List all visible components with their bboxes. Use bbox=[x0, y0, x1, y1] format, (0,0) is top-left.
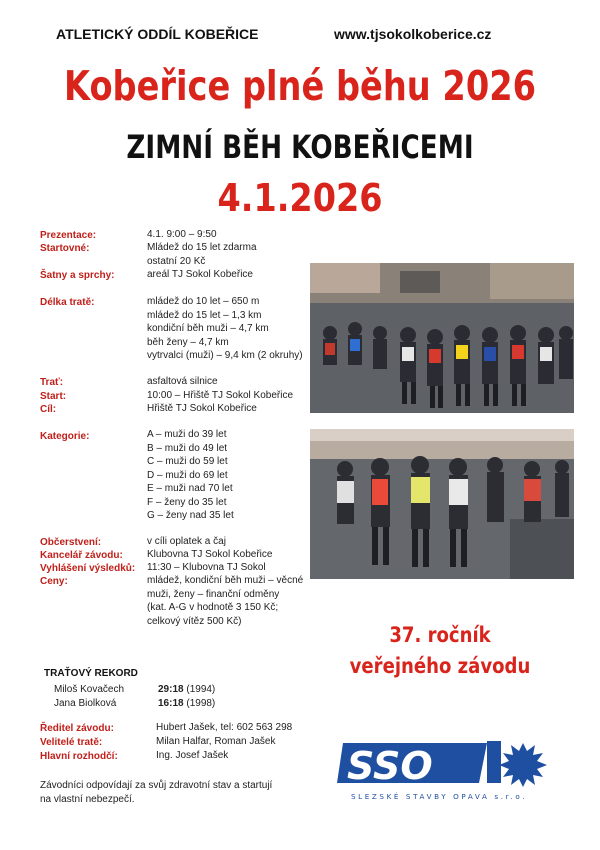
logo-tagline: SLEZSKÉ STAVBY OPAVA s.r.o. bbox=[351, 792, 528, 801]
value-startovne bbox=[147, 241, 257, 268]
category-line: E – muži nad 70 let bbox=[147, 483, 233, 494]
value-rozhodci: Ing. Josef Jašek bbox=[156, 750, 229, 761]
prize-line: mládež, kondiční běh muži – věcné bbox=[147, 575, 304, 586]
value-delka-trate bbox=[147, 295, 303, 363]
race-photo-runners bbox=[310, 429, 574, 579]
label-start: Start: bbox=[40, 391, 67, 402]
category-line: F – ženy do 35 let bbox=[147, 496, 227, 508]
website-url[interactable]: www.tjsokolkoberice.cz bbox=[334, 26, 492, 42]
value-trat: asfaltová silnice bbox=[147, 376, 218, 387]
label-startovne: Startovné: bbox=[40, 243, 90, 254]
category-line: D – muži do 69 let bbox=[147, 469, 228, 481]
value-velitele: Milan Halfar, Roman Jašek bbox=[156, 736, 276, 747]
label-cil: Cíl: bbox=[40, 404, 57, 415]
disclaimer bbox=[40, 779, 272, 807]
value-vyhlaseni: 11:30 – Klubovna TJ Sokol bbox=[147, 562, 266, 573]
sponsor-logo bbox=[337, 733, 553, 807]
race-name: ZIMNÍ BĚH KOBEŘICEMI bbox=[126, 128, 474, 166]
distance-line: kondiční běh muži – 4,7 km bbox=[147, 323, 269, 334]
label-reditel: Ředitel závodu: bbox=[40, 723, 114, 734]
logo-letters: SSO bbox=[347, 744, 433, 788]
prize-line: (kat. A-G v hodnotě 3 150 Kč; bbox=[147, 602, 279, 613]
record-holder-name: Miloš Kovačech bbox=[54, 684, 125, 695]
label-satny: Šatny a sprchy: bbox=[40, 270, 115, 281]
eagle-icon bbox=[499, 743, 547, 787]
startovne-line: Mládež do 15 let zdarma bbox=[147, 242, 257, 253]
startovne-line: ostatní 20 Kč bbox=[147, 255, 206, 267]
edition-badge bbox=[320, 620, 561, 682]
label-kancelar: Kancelář závodu: bbox=[40, 550, 123, 561]
label-prezentace: Prezentace: bbox=[40, 230, 97, 241]
value-reditel: Hubert Jašek, tel: 602 563 298 bbox=[156, 722, 293, 733]
distance-line: běh ženy – 4,7 km bbox=[147, 336, 229, 348]
race-photo-start bbox=[310, 263, 574, 413]
label-vyhlaseni: Vyhlášení výsledků: bbox=[40, 563, 136, 574]
distance-line: mládež do 10 let – 650 m bbox=[147, 296, 260, 307]
category-line: A – muži do 39 let bbox=[147, 429, 227, 440]
value-satny: areál TJ Sokol Kobeřice bbox=[147, 269, 253, 280]
label-delka-trate: Délka tratě: bbox=[40, 297, 95, 308]
value-kancelar: Klubovna TJ Sokol Kobeřice bbox=[147, 549, 273, 560]
distance-line: mládež do 15 let – 1,3 km bbox=[147, 309, 262, 321]
category-line: B – muži do 49 let bbox=[147, 442, 228, 454]
label-rozhodci: Hlavní rozhodčí: bbox=[40, 751, 118, 762]
value-cil: Hřiště TJ Sokol Kobeřice bbox=[147, 403, 257, 414]
record-holder-name: Jana Biolková bbox=[54, 698, 117, 709]
category-line: C – muži do 59 let bbox=[147, 456, 228, 467]
race-date: 4.1.2026 bbox=[217, 176, 383, 220]
club-name: ATLETICKÝ ODDÍL KOBEŘICE bbox=[56, 26, 259, 42]
label-obcerstveni: Občerstvení: bbox=[40, 537, 102, 548]
disclaimer-line: na vlastní nebezpečí. bbox=[40, 794, 135, 805]
event-title: Kobeřice plné běhu 2026 bbox=[63, 62, 537, 110]
value-start: 10:00 – Hřiště TJ Sokol Kobeřice bbox=[147, 390, 294, 401]
value-ceny bbox=[147, 574, 303, 628]
prize-line: celkový vítěz 500 Kč) bbox=[147, 615, 242, 627]
distance-line: vytrvalci (muži) – 9,4 km (2 okruhy) bbox=[147, 350, 303, 361]
disclaimer-line: Závodníci odpovídají za svůj zdravotní stav a startují bbox=[40, 780, 273, 791]
value-kategorie bbox=[147, 428, 234, 523]
label-velitele: Velitelé tratě: bbox=[40, 737, 103, 748]
edition-number: 37. ročník bbox=[389, 623, 491, 647]
edition-description: veřejného závodu bbox=[349, 654, 531, 678]
label-trat: Trať: bbox=[40, 377, 64, 388]
value-prezentace: 4.1. 9:00 – 9:50 bbox=[147, 229, 217, 240]
record-heading: TRAŤOVÝ REKORD bbox=[44, 668, 138, 679]
category-line: G – ženy nad 35 let bbox=[147, 510, 234, 521]
label-kategorie: Kategorie: bbox=[40, 431, 90, 442]
value-obcerstveni: v cíli oplatek a čaj bbox=[147, 536, 226, 547]
record-time: 16:18 (1998) bbox=[158, 698, 216, 709]
prize-line: muži, ženy – finanční odměny bbox=[147, 588, 280, 600]
label-ceny: Ceny: bbox=[40, 576, 68, 587]
record-time: 29:18 (1994) bbox=[158, 684, 216, 695]
